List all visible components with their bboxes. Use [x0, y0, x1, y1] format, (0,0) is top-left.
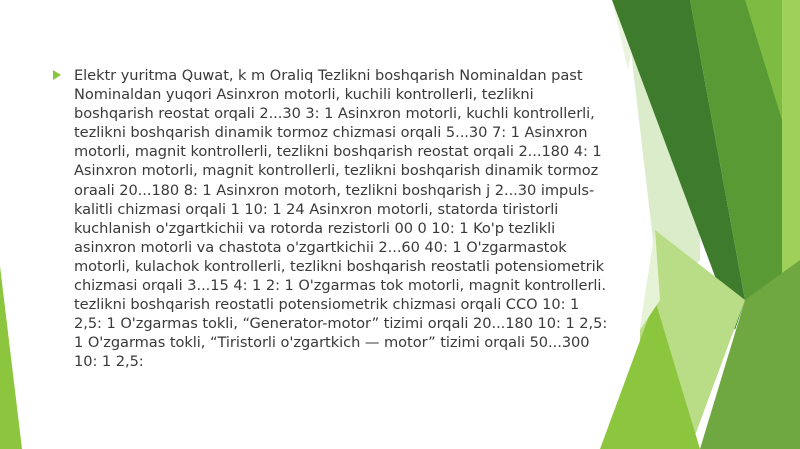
left-edge-facet — [0, 266, 22, 449]
bullet-list — [50, 66, 610, 372]
triangle-bullet-icon — [53, 70, 61, 80]
bullet-text: Elektr yuritma Quwat, k m Oraliq Tezlikni boshqarish Nominaldan past Nominaldan yuqori Asinxron motorli, kuchili kontrollerli, tezlikni boshqarish reostat orqali 2...30 3: 1 Asinxron motorli, kuchli kontrollerli, tezlikni boshqarish dinamik tormoz chizmasi orqali 5...30 7: 1 Asinxron motorli, magnit kontrollerli, tezlikni boshqarish reostat orqali 2...180 4: 1 Asinxron motorli, magnit kontrollerli, tezlikni boshqarish dinamik tormoz oraali 20...180 8: 1 Asinxron motorh, tezlikni boshqarish j 2...30 impuls-kalitli chizmasi orqali 1 10: 1 24 Asinxron motorli, statorda tiristorli kuchlanish o'zgartkichii va rotorda rezistorli 00 0 10: 1 Ko'p tezlikli asinxron motorli va chastota o'zgartkichii 2...60 40: 1 O'zgarmastok motorli, kulachok kontrollerli, tezlikni boshqarish reostatli potensiometrik chizmasi orqali 3...15 4: 1 2: 1 O'zgarmas tok motorli, magnit kontrollerli. tezlikni boshqarish reostatli potensiometrik chizmasi orqali CCO 10: 1 2,5: 1 O'zgarmas tokli, “Generator-motor” tizimi orqali 20...180 10: 1 2,5: 1 O'zgarmas tokli, “Tiristorli o'zgartkich — motor” tizimi orqali 50...300 10: 1 2,5: — [74, 67, 608, 371]
